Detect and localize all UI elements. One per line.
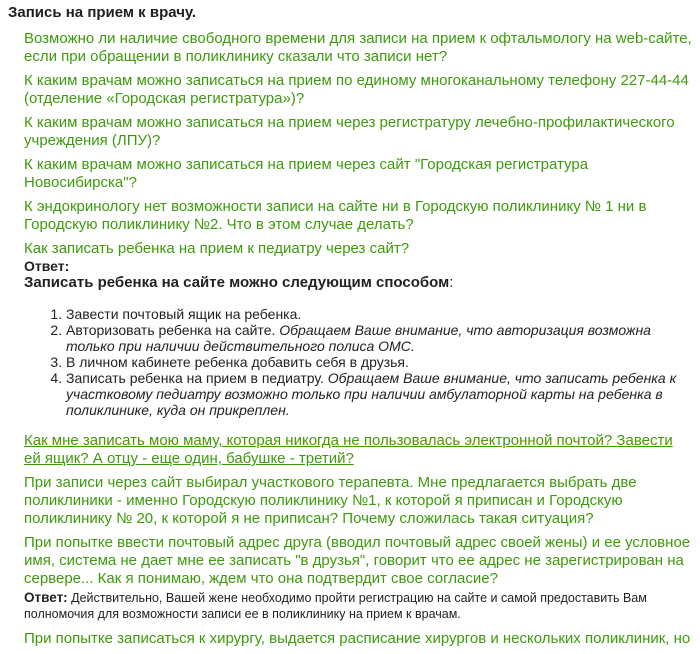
step-text: Авторизовать ребенка на сайте. — [66, 322, 280, 338]
faq-question-link-open[interactable]: При попытке ввести почтовый адрес друга (вводил почтовый адрес своей жены) и ее условное имя, система не дает мне ее записать "в друзья", говорит что ее адрес не зарегистрирован на сервере... Как я понимаю, ждем что она подтвердит свое согласие? — [24, 534, 691, 587]
answer-lead-text: Записать ребенка на сайте можно следующим способом — [24, 274, 450, 291]
page-title: Запись на прием к врачу. — [8, 4, 197, 21]
step-text: Завести почтовый ящик на ребенка. — [66, 306, 302, 322]
faq-question-link[interactable]: К каким врачам можно записаться на прием через регистратуру лечебно-профилактического учреждения (ЛПУ)? — [24, 114, 675, 149]
step-text: В личном кабинете ребенка добавить себя в друзья. — [66, 354, 409, 370]
faq-question-link[interactable]: Возможно ли наличие свободного времени для записи на прием к офтальмологу на web-сайте, если при обращении в поликлинику сказали что записи нет? — [24, 30, 692, 65]
faq-answer — [24, 590, 692, 622]
faq-question-link-hover[interactable]: Как мне записать мою маму, которая никогда не пользовалась электронной почтой? Завести ей ящик? А отцу - еще один, бабушке - третий? — [24, 432, 673, 467]
answer-label: Ответ: — [24, 258, 70, 274]
step-text: Записать ребенка на прием в педиатру. — [66, 370, 328, 386]
faq-question-link-open[interactable]: Как записать ребенка на прием к педиатру через сайт? — [24, 240, 410, 257]
step-note: Обращаем Ваше внимание, что записать ребенка к участковому педиатру возможно только при наличии амбулаторной карты на ребенка в поликлинике, куда он прикреплен. — [66, 370, 677, 418]
faq-list — [24, 30, 692, 654]
step-note: Обращаем Ваше внимание, что авторизация возможна только при наличии действительного полиса ОМС. — [66, 322, 651, 354]
faq-question-link[interactable]: При записи через сайт выбирал участкового терапевта. Мне предлагается выбрать две поликлиники - именно Городскую поликлинику №1, к которой я приписан и Городскую поликлинику № 20, к которой я не приписан? Почему сложилась такая ситуация? — [24, 474, 637, 527]
answer-text: Действительно, Вашей жене необходимо пройти регистрацию на сайте и самой предоставить Вам полномочия для возможности записи ее в поликлинику на прием к врачам. — [24, 591, 647, 621]
answer-steps — [24, 306, 692, 418]
answer-step — [66, 322, 692, 354]
faq-question-link[interactable]: К каким врачам можно записаться на прием через сайт "Городская регистратура Новосибирска"? — [24, 156, 589, 191]
faq-question-link[interactable]: К каким врачам можно записаться на прием по единому многоканальному телефону 227-44-44 (отделение «Городская регистратура»)? — [24, 72, 689, 107]
answer-label: Ответ: — [24, 590, 68, 605]
faq-question-link[interactable]: К эндокринологу нет возможности записи на сайте ни в Городскую поликлинику № 1 ни в Городскую поликлинику №2. Что в этом случае делать? — [24, 198, 647, 233]
answer-step — [66, 370, 692, 418]
answer-lead-colon: : — [449, 274, 454, 291]
answer-step — [66, 306, 692, 322]
faq-question-link[interactable]: При попытке записаться к хирургу, выдается расписание хирургов и нескольких поликлиник, но — [24, 630, 691, 647]
answer-step — [66, 354, 692, 370]
faq-answer — [24, 258, 692, 418]
answer-lead — [24, 274, 692, 292]
